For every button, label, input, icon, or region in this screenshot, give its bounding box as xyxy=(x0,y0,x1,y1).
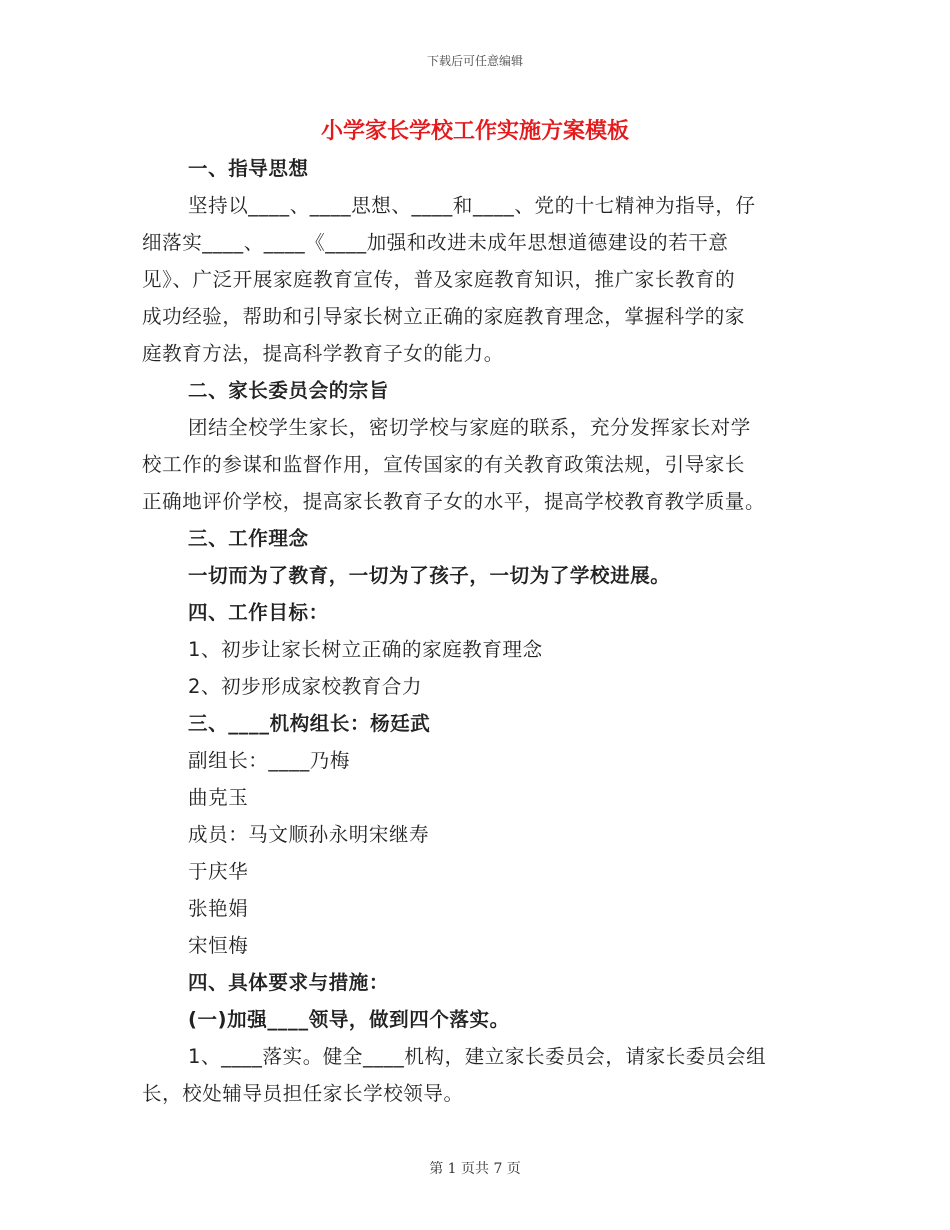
paragraph-line: 1、初步让家长树立正确的家庭教育理念 xyxy=(188,638,543,661)
paragraph-line: 坚持以____、____思想、____和____、党的十七精神为指导，仔 xyxy=(188,194,756,217)
section-heading: 一、指导思想 xyxy=(188,157,309,180)
paragraph-line: 宋恒梅 xyxy=(188,934,249,957)
paragraph-line: 于庆华 xyxy=(188,860,249,883)
paragraph-line: 副组长：____乃梅 xyxy=(188,749,350,772)
paragraph-line: 张艳娟 xyxy=(188,897,249,920)
section-heading: (一)加强____领导，做到四个落实。 xyxy=(188,1008,510,1031)
section-heading: 三、____机构组长：杨廷武 xyxy=(188,712,431,735)
document-title: 小学家长学校工作实施方案模板 xyxy=(320,118,629,144)
page-footer: 第 1 页共 7 页 xyxy=(429,1161,521,1177)
paragraph-line: 1、____落实。健全____机构，建立家长委员会，请家长委员会组 xyxy=(188,1045,767,1068)
paragraph-line: 成员：马文顺孙永明宋继寿 xyxy=(188,823,430,846)
paragraph-line: 细落实____、____《____加强和改进未成年思想道德建设的若干意 xyxy=(142,231,729,254)
paragraph-line: 校工作的参谋和监督作用，宣传国家的有关教育政策法规，引导家长 xyxy=(142,453,746,476)
section-heading: 一切而为了教育，一切为了孩子，一切为了学校进展。 xyxy=(188,564,671,587)
paragraph-line: 正确地评价学校，提高家长教育子女的水平，提高学校教育教学质量。 xyxy=(142,490,766,513)
section-heading: 三、工作理念 xyxy=(188,527,309,550)
page-header: 下载后可任意编辑 xyxy=(426,54,523,68)
section-heading: 二、家长委员会的宗旨 xyxy=(188,379,390,402)
paragraph-line: 团结全校学生家长，密切学校与家庭的联系，充分发挥家长对学 xyxy=(188,416,751,439)
paragraph-line: 庭教育方法，提高科学教育子女的能力。 xyxy=(142,342,504,365)
section-heading: 四、工作目标： xyxy=(188,601,329,624)
paragraph-line: 2、初步形成家校教育合力 xyxy=(188,675,423,698)
document-body xyxy=(142,150,812,1112)
paragraph-line: 长，校处辅导员担任家长学校领导。 xyxy=(142,1082,464,1105)
section-heading: 四、具体要求与措施： xyxy=(188,971,390,994)
paragraph-line: 见》、广泛开展家庭教育宣传，普及家庭教育知识，推广家长教育的 xyxy=(142,268,736,291)
paragraph-line: 成功经验，帮助和引导家长树立正确的家庭教育理念，掌握科学的家 xyxy=(142,305,746,328)
paragraph-line: 曲克玉 xyxy=(188,786,249,809)
